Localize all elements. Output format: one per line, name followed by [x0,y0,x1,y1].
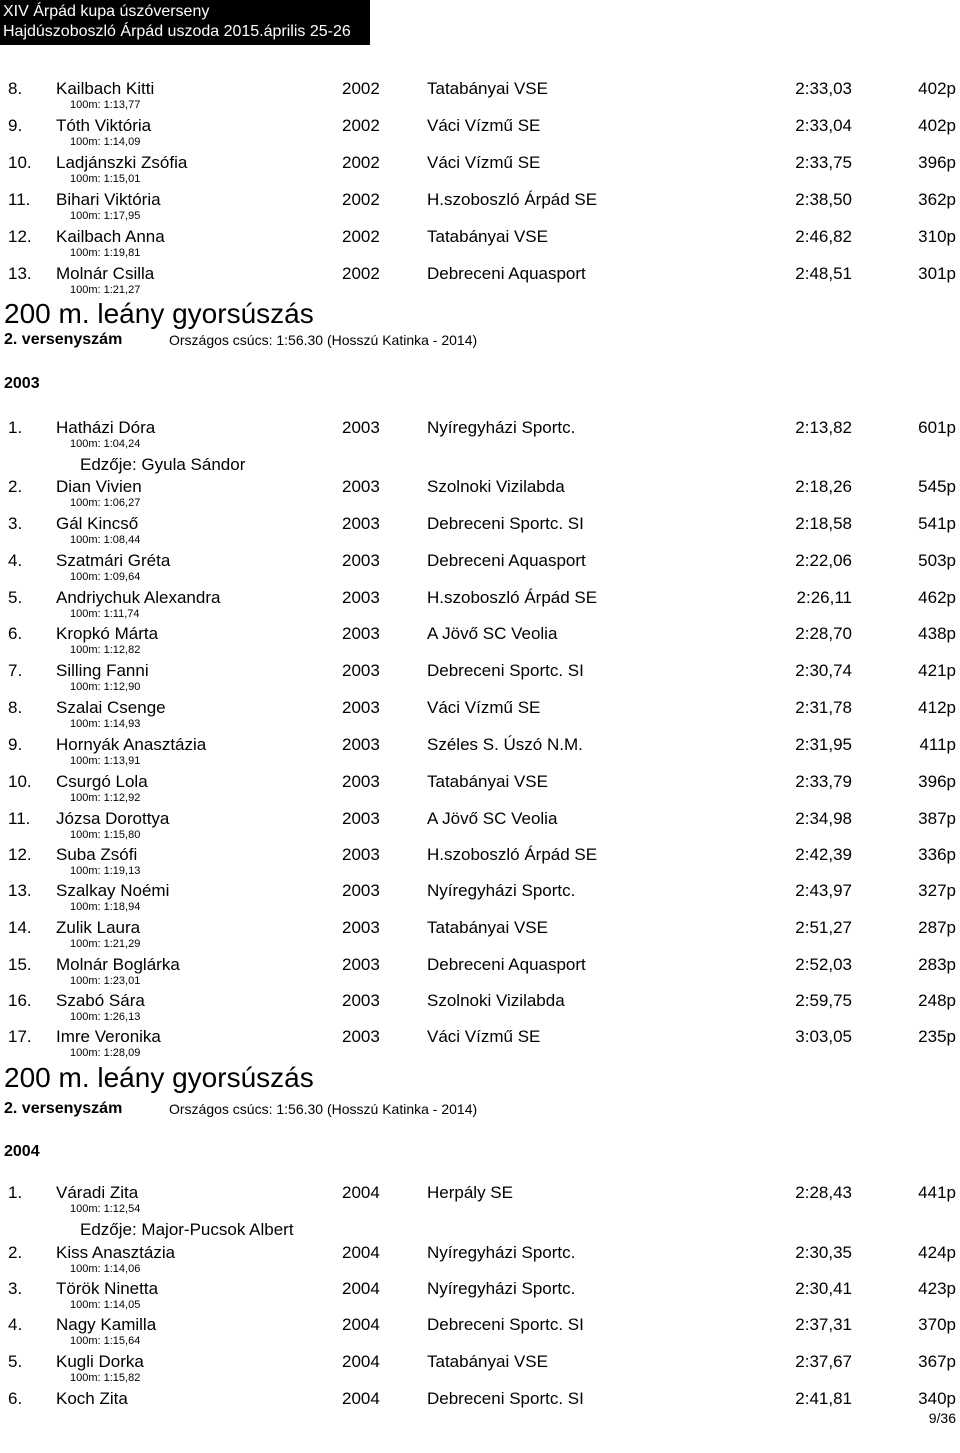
birth-year: 2002 [342,264,380,283]
result-row [0,513,960,535]
points: 387p [918,809,956,828]
result-row [0,954,960,976]
rank-cell: 13. [8,881,32,900]
finish-time: 2:22,06 [795,551,852,570]
coach-note: Edzője: Major-Pucsok Albert [80,1220,294,1239]
birth-year: 2003 [342,1027,380,1046]
points: 411p [919,735,956,754]
club-name: A Jövő SC Veolia [427,624,558,643]
swimmer-name: Nagy Kamilla [56,1315,157,1334]
club-name: Tatabányai VSE [427,772,548,791]
club-name: Nyíregyházi Sportc. [427,1279,576,1298]
result-row [0,844,960,866]
result-row [0,734,960,756]
finish-time: 2:30,41 [795,1279,852,1298]
club-name: Debreceni Aquasport [427,264,586,283]
swimmer-name: Szalai Csenge [56,698,166,717]
rank-cell: 9. [8,735,23,754]
swimmer-name: Hatházi Dóra [56,418,156,437]
points: 327p [918,881,956,900]
swimmer-name: Szabó Sára [56,991,145,1010]
swimmer-name: Dian Vivien [56,477,142,496]
result-row [0,1388,960,1410]
competition-venue: Hajdúszoboszló Árpád uszoda 2015.április 25-26 [3,23,351,40]
birth-year: 2003 [342,845,380,864]
rank-cell: 9. [8,116,23,135]
swimmer-name: Józsa Dorottya [56,809,170,828]
swimmer-name: Bihari Viktória [56,190,161,209]
swimmer-name: Török Ninetta [56,1279,159,1298]
club-name: Váci Vízmű SE [427,698,541,717]
points: 421p [918,661,956,680]
club-name: Debreceni Aquasport [427,551,586,570]
split-time: 100m: 1:09,64 [70,571,141,583]
finish-time: 2:33,03 [795,79,852,98]
swimmer-name: Imre Veronika [56,1027,161,1046]
birth-year: 2003 [342,514,380,533]
event-number: 2. versenyszám [4,1100,123,1117]
rank-cell: 10. [8,772,32,791]
split-time: 100m: 1:15,64 [70,1335,141,1347]
rank-cell: 5. [8,1352,23,1371]
club-name: Nyíregyházi Sportc. [427,418,576,437]
finish-time: 2:59,75 [795,991,852,1010]
points: 340p [918,1389,956,1408]
swimmer-name: Koch Zita [56,1389,128,1408]
swimmer-name: Kailbach Anna [56,227,165,246]
result-row [0,189,960,211]
swimmer-name: Ladjánszki Zsófia [56,153,188,172]
birth-year: 2002 [342,190,380,209]
finish-time: 2:46,82 [795,227,852,246]
event-title: 200 m. leány gyorsúszás [4,298,314,329]
rank-cell: 17. [8,1027,32,1046]
birth-year: 2004 [342,1183,380,1202]
birth-year: 2004 [342,1279,380,1298]
points: 462p [918,588,956,607]
split-time: 100m: 1:28,09 [70,1047,141,1059]
split-time: 100m: 1:21,27 [70,284,141,296]
finish-time: 2:33,75 [795,153,852,172]
club-name: Váci Vízmű SE [427,116,541,135]
birth-year: 2002 [342,227,380,246]
points: 402p [918,116,956,135]
age-group-year: 2003 [4,375,40,392]
result-row [0,152,960,174]
result-row [0,587,960,609]
rank-cell: 6. [8,1389,23,1408]
finish-time: 2:37,67 [795,1352,852,1371]
result-row [0,1026,960,1048]
points: 367p [918,1352,956,1371]
finish-time: 2:33,79 [795,772,852,791]
rank-cell: 8. [8,79,23,98]
points: 541p [918,514,956,533]
result-row [0,476,960,498]
club-name: Debreceni Sportc. SI [427,1389,584,1408]
club-name: Debreceni Sportc. SI [427,661,584,680]
points: 545p [918,477,956,496]
rank-cell: 2. [8,1243,23,1262]
club-name: Szolnoki Vizilabda [427,477,565,496]
club-name: Tatabányai VSE [427,918,548,937]
rank-cell: 1. [8,418,23,437]
points: 370p [918,1315,956,1334]
finish-time: 3:03,05 [795,1027,852,1046]
swimmer-name: Molnár Csilla [56,264,155,283]
finish-time: 2:13,82 [795,418,852,437]
split-time: 100m: 1:04,24 [70,438,141,450]
finish-time: 2:30,35 [795,1243,852,1262]
finish-time: 2:34,98 [795,809,852,828]
birth-year: 2003 [342,772,380,791]
finish-time: 2:38,50 [795,190,852,209]
birth-year: 2003 [342,551,380,570]
points: 287p [918,918,956,937]
result-row [0,1351,960,1373]
finish-time: 2:28,43 [795,1183,852,1202]
swimmer-name: Hornyák Anasztázia [56,735,207,754]
split-time: 100m: 1:13,77 [70,99,141,111]
split-time: 100m: 1:14,09 [70,136,141,148]
rank-cell: 4. [8,551,23,570]
result-row [0,1278,960,1300]
split-time: 100m: 1:12,90 [70,681,141,693]
split-time: 100m: 1:18,94 [70,901,141,913]
rank-cell: 11. [8,190,31,209]
club-name: Debreceni Sportc. SI [427,514,584,533]
club-name: Nyíregyházi Sportc. [427,1243,576,1262]
result-row [0,880,960,902]
page-number: 9/36 [928,1410,956,1426]
club-name: A Jövő SC Veolia [427,809,558,828]
birth-year: 2003 [342,624,380,643]
split-time: 100m: 1:14,06 [70,1263,141,1275]
swimmer-name: Silling Fanni [56,661,149,680]
points: 235p [918,1027,956,1046]
result-row [0,990,960,1012]
finish-time: 2:41,81 [795,1389,852,1408]
finish-time: 2:43,97 [795,881,852,900]
event-title: 200 m. leány gyorsúszás [4,1062,314,1093]
finish-time: 2:37,31 [795,1315,852,1334]
points: 248p [918,991,956,1010]
points: 310p [918,227,956,246]
rank-cell: 12. [8,845,32,864]
result-row [0,1242,960,1264]
finish-time: 2:51,27 [795,918,852,937]
club-name: Debreceni Sportc. SI [427,1315,584,1334]
points: 402p [918,79,956,98]
split-time: 100m: 1:15,80 [70,829,141,841]
result-row [0,697,960,719]
points: 441p [918,1183,956,1202]
swimmer-name: Suba Zsófi [56,845,138,864]
finish-time: 2:33,04 [795,116,852,135]
split-time: 100m: 1:06,27 [70,497,141,509]
rank-cell: 8. [8,698,23,717]
rank-cell: 3. [8,1279,23,1298]
points: 396p [918,772,956,791]
swimmer-name: Zulik Laura [56,918,141,937]
finish-time: 2:42,39 [795,845,852,864]
swimmer-name: Andriychuk Alexandra [56,588,221,607]
birth-year: 2004 [342,1243,380,1262]
split-time: 100m: 1:17,95 [70,210,141,222]
birth-year: 2004 [342,1389,380,1408]
points: 396p [918,153,956,172]
swimmer-name: Gál Kincső [56,514,139,533]
event-number: 2. versenyszám [4,331,123,348]
coach-note: Edzője: Gyula Sándor [80,455,246,474]
club-name: Herpály SE [427,1183,513,1202]
birth-year: 2003 [342,735,380,754]
finish-time: 2:28,70 [795,624,852,643]
rank-cell: 2. [8,477,23,496]
rank-cell: 7. [8,661,23,680]
result-row [0,417,960,439]
swimmer-name: Molnár Boglárka [56,955,180,974]
birth-year: 2003 [342,955,380,974]
rank-cell: 6. [8,624,23,643]
birth-year: 2003 [342,661,380,680]
birth-year: 2003 [342,588,380,607]
swimmer-name: Szalkay Noémi [56,881,170,900]
club-name: H.szoboszló Árpád SE [427,588,598,607]
national-record: Országos csúcs: 1:56.30 (Hosszú Katinka - 2014) [169,1101,478,1117]
birth-year: 2002 [342,153,380,172]
result-row [0,226,960,248]
result-row [0,115,960,137]
points: 423p [918,1279,956,1298]
rank-cell: 3. [8,514,23,533]
club-name: Nyíregyházi Sportc. [427,881,576,900]
split-time: 100m: 1:19,81 [70,247,141,259]
split-time: 100m: 1:11,74 [70,608,140,620]
result-row [0,808,960,830]
split-time: 100m: 1:12,54 [70,1203,141,1215]
rank-cell: 1. [8,1183,23,1202]
split-time: 100m: 1:12,82 [70,644,141,656]
finish-time: 2:31,95 [795,735,852,754]
result-row [0,917,960,939]
split-time: 100m: 1:14,93 [70,718,141,730]
birth-year: 2003 [342,418,380,437]
swimmer-name: Kiss Anasztázia [56,1243,176,1262]
finish-time: 2:30,74 [795,661,852,680]
birth-year: 2003 [342,809,380,828]
club-name: Váci Vízmű SE [427,153,541,172]
club-name: H.szoboszló Árpád SE [427,190,598,209]
rank-cell: 16. [8,991,32,1010]
split-time: 100m: 1:14,05 [70,1299,141,1311]
rank-cell: 4. [8,1315,23,1334]
birth-year: 2003 [342,918,380,937]
points: 503p [918,551,956,570]
competition-title: XIV Árpád kupa úszóverseny [3,3,210,20]
club-name: Debreceni Aquasport [427,955,586,974]
result-row [0,550,960,572]
birth-year: 2003 [342,881,380,900]
rank-cell: 11. [8,809,31,828]
age-group-year: 2004 [4,1143,40,1160]
split-time: 100m: 1:19,13 [70,865,141,877]
points: 336p [918,845,956,864]
result-row [0,1182,960,1204]
result-row [0,623,960,645]
finish-time: 2:18,58 [795,514,852,533]
split-time: 100m: 1:08,44 [70,534,141,546]
rank-cell: 13. [8,264,32,283]
split-time: 100m: 1:15,82 [70,1372,141,1384]
swimmer-name: Váradi Zita [56,1183,139,1202]
birth-year: 2002 [342,79,380,98]
birth-year: 2003 [342,698,380,717]
points: 283p [918,955,956,974]
points: 438p [918,624,956,643]
swimmer-name: Kailbach Kitti [56,79,155,98]
rank-cell: 14. [8,918,32,937]
result-row [0,78,960,100]
document-header [0,0,370,45]
rank-cell: 15. [8,955,32,974]
rank-cell: 5. [8,588,23,607]
points: 424p [918,1243,956,1262]
split-time: 100m: 1:26,13 [70,1011,141,1023]
swimmer-name: Tóth Viktória [56,116,152,135]
result-row [0,1314,960,1336]
birth-year: 2004 [342,1352,380,1371]
result-row [0,263,960,285]
points: 301p [918,264,956,283]
rank-cell: 12. [8,227,32,246]
split-time: 100m: 1:23,01 [70,975,141,987]
finish-time: 2:18,26 [795,477,852,496]
club-name: Széles S. Úszó N.M. [427,735,583,754]
club-name: Szolnoki Vizilabda [427,991,565,1010]
finish-time: 2:52,03 [795,955,852,974]
swimmer-name: Csurgó Lola [56,772,148,791]
birth-year: 2004 [342,1315,380,1334]
finish-time: 2:31,78 [795,698,852,717]
finish-time: 2:48,51 [795,264,852,283]
split-time: 100m: 1:13,91 [70,755,141,767]
club-name: H.szoboszló Árpád SE [427,845,598,864]
points: 362p [918,190,956,209]
swimmer-name: Kugli Dorka [56,1352,144,1371]
points: 412p [918,698,956,717]
club-name: Váci Vízmű SE [427,1027,541,1046]
national-record: Országos csúcs: 1:56.30 (Hosszú Katinka - 2014) [169,332,478,348]
result-row [0,660,960,682]
birth-year: 2002 [342,116,380,135]
club-name: Tatabányai VSE [427,1352,548,1371]
finish-time: 2:26,11 [796,588,852,607]
birth-year: 2003 [342,477,380,496]
swimmer-name: Kropkó Márta [56,624,159,643]
result-row [0,771,960,793]
birth-year: 2003 [342,991,380,1010]
split-time: 100m: 1:15,01 [70,173,141,185]
club-name: Tatabányai VSE [427,227,548,246]
rank-cell: 10. [8,153,32,172]
swimmer-name: Szatmári Gréta [56,551,171,570]
points: 601p [918,418,956,437]
club-name: Tatabányai VSE [427,79,548,98]
split-time: 100m: 1:12,92 [70,792,141,804]
split-time: 100m: 1:21,29 [70,938,141,950]
